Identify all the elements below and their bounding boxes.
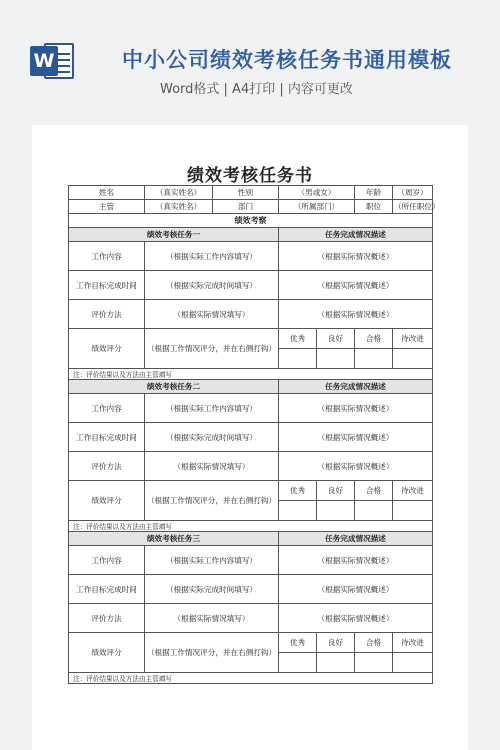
eval-label: 绩效评分 bbox=[69, 481, 145, 521]
task-row-desc[interactable]: （根据实际情况概述） bbox=[279, 242, 433, 271]
task-row-label: 工作目标完成时间 bbox=[69, 575, 145, 604]
template-title: 中小公司绩效考核任务书通用模板 bbox=[122, 48, 452, 72]
eval-value: （根据工作情况评分，并在右侧打钩） bbox=[145, 329, 279, 369]
note-row bbox=[69, 521, 433, 532]
info-value[interactable]: （真实姓名） bbox=[145, 200, 213, 214]
grade-check-box[interactable] bbox=[279, 349, 317, 369]
task-row-desc[interactable]: （根据实际情况概述） bbox=[279, 452, 433, 481]
task-row-value[interactable]: （根据实际情况填写） bbox=[145, 604, 279, 633]
grade-check-box[interactable] bbox=[393, 501, 433, 521]
word-letter-badge: W bbox=[30, 46, 58, 76]
info-row bbox=[69, 186, 433, 200]
grade-check-box[interactable] bbox=[317, 653, 355, 673]
task-desc-header: 任务完成情况描述 bbox=[279, 380, 433, 394]
task-row bbox=[69, 452, 433, 481]
task-row-value[interactable]: （根据实际工作内容填写） bbox=[145, 242, 279, 271]
task-row bbox=[69, 300, 433, 329]
eval-grade-row bbox=[69, 633, 433, 653]
info-value[interactable]: （男或女） bbox=[279, 186, 355, 200]
task-header-row bbox=[69, 532, 433, 546]
grade-label: 优秀 bbox=[279, 329, 317, 349]
grade-label: 合格 bbox=[355, 481, 393, 501]
document-page bbox=[32, 125, 468, 750]
eval-value: （根据工作情况评分，并在右侧打钩） bbox=[145, 633, 279, 673]
info-value[interactable]: （所任职位） bbox=[393, 200, 433, 214]
grade-check-box[interactable] bbox=[355, 653, 393, 673]
task-row-value[interactable]: （根据实际工作内容填写） bbox=[145, 394, 279, 423]
task-note: 注：评价结果以及方法由主管填写 bbox=[69, 521, 433, 532]
section-row bbox=[69, 214, 433, 228]
note-row bbox=[69, 369, 433, 380]
info-label: 主管 bbox=[69, 200, 145, 214]
grade-check-box[interactable] bbox=[317, 349, 355, 369]
info-label: 姓名 bbox=[69, 186, 145, 200]
info-value[interactable]: （周岁） bbox=[393, 186, 433, 200]
task-row-label: 评价方法 bbox=[69, 604, 145, 633]
task-row-value[interactable]: （根据实际工作内容填写） bbox=[145, 546, 279, 575]
grade-check-box[interactable] bbox=[279, 501, 317, 521]
grade-label: 良好 bbox=[317, 633, 355, 653]
eval-label: 绩效评分 bbox=[69, 633, 145, 673]
info-label: 职位 bbox=[355, 200, 393, 214]
task-row-value[interactable]: （根据实际完成时间填写） bbox=[145, 423, 279, 452]
task-row bbox=[69, 242, 433, 271]
eval-grade-row bbox=[69, 481, 433, 501]
task-row-desc[interactable]: （根据实际情况概述） bbox=[279, 575, 433, 604]
task-row-label: 工作内容 bbox=[69, 242, 145, 271]
info-label: 年龄 bbox=[355, 186, 393, 200]
task-row bbox=[69, 423, 433, 452]
task-row-value[interactable]: （根据实际情况填写） bbox=[145, 300, 279, 329]
grade-label: 优秀 bbox=[279, 481, 317, 501]
task-row-value[interactable]: （根据实际情况填写） bbox=[145, 452, 279, 481]
document-title: 绩效考核任务书 bbox=[187, 166, 313, 186]
task-row-desc[interactable]: （根据实际情况概述） bbox=[279, 546, 433, 575]
task-row-label: 评价方法 bbox=[69, 452, 145, 481]
grade-check-box[interactable] bbox=[317, 501, 355, 521]
task-row-label: 工作内容 bbox=[69, 394, 145, 423]
task-row-desc[interactable]: （根据实际情况概述） bbox=[279, 271, 433, 300]
info-value[interactable]: （所属部门） bbox=[279, 200, 355, 214]
grade-label: 良好 bbox=[317, 481, 355, 501]
task-row-value[interactable]: （根据实际完成时间填写） bbox=[145, 575, 279, 604]
task-title: 绩效考核任务三 bbox=[69, 532, 279, 546]
eval-label: 绩效评分 bbox=[69, 329, 145, 369]
grade-label: 待改进 bbox=[393, 481, 433, 501]
template-subtitle: Word格式 | A4打印 | 内容可更改 bbox=[160, 82, 353, 97]
task-row-desc[interactable]: （根据实际情况概述） bbox=[279, 300, 433, 329]
eval-value: （根据工作情况评分，并在右侧打钩） bbox=[145, 481, 279, 521]
grade-label: 待改进 bbox=[393, 633, 433, 653]
task-row-label: 工作目标完成时间 bbox=[69, 271, 145, 300]
task-desc-header: 任务完成情况描述 bbox=[279, 532, 433, 546]
grade-label: 合格 bbox=[355, 329, 393, 349]
section-title: 绩效考察 bbox=[69, 214, 433, 228]
grade-check-box[interactable] bbox=[355, 501, 393, 521]
task-row bbox=[69, 546, 433, 575]
task-row bbox=[69, 575, 433, 604]
grade-check-box[interactable] bbox=[393, 653, 433, 673]
note-row bbox=[69, 673, 433, 684]
task-row bbox=[69, 604, 433, 633]
grade-label: 良好 bbox=[317, 329, 355, 349]
task-note: 注：评价结果以及方法由主管填写 bbox=[69, 673, 433, 684]
task-note: 注：评价结果以及方法由主管填写 bbox=[69, 369, 433, 380]
task-title: 绩效考核任务二 bbox=[69, 380, 279, 394]
task-row-label: 工作内容 bbox=[69, 546, 145, 575]
task-row bbox=[69, 271, 433, 300]
info-value[interactable]: （真实姓名） bbox=[145, 186, 213, 200]
task-row-label: 工作目标完成时间 bbox=[69, 423, 145, 452]
task-row-value[interactable]: （根据实际完成时间填写） bbox=[145, 271, 279, 300]
task-desc-header: 任务完成情况描述 bbox=[279, 228, 433, 242]
info-row bbox=[69, 200, 433, 214]
eval-grade-row bbox=[69, 329, 433, 349]
grade-label: 优秀 bbox=[279, 633, 317, 653]
grade-check-box[interactable] bbox=[355, 349, 393, 369]
grade-check-box[interactable] bbox=[393, 349, 433, 369]
grade-label: 合格 bbox=[355, 633, 393, 653]
template-header bbox=[0, 0, 500, 118]
info-label: 部门 bbox=[213, 200, 279, 214]
assessment-form-table bbox=[68, 185, 440, 684]
task-row-desc[interactable]: （根据实际情况概述） bbox=[279, 423, 433, 452]
info-label: 性别 bbox=[213, 186, 279, 200]
grade-check-box[interactable] bbox=[279, 653, 317, 673]
task-row-desc[interactable]: （根据实际情况概述） bbox=[279, 604, 433, 633]
task-header-row bbox=[69, 228, 433, 242]
task-row bbox=[69, 394, 433, 423]
task-row-label: 评价方法 bbox=[69, 300, 145, 329]
task-row-desc[interactable]: （根据实际情况概述） bbox=[279, 394, 433, 423]
task-title: 绩效考核任务一 bbox=[69, 228, 279, 242]
grade-label: 待改进 bbox=[393, 329, 433, 349]
word-document-icon bbox=[30, 40, 76, 82]
task-header-row bbox=[69, 380, 433, 394]
